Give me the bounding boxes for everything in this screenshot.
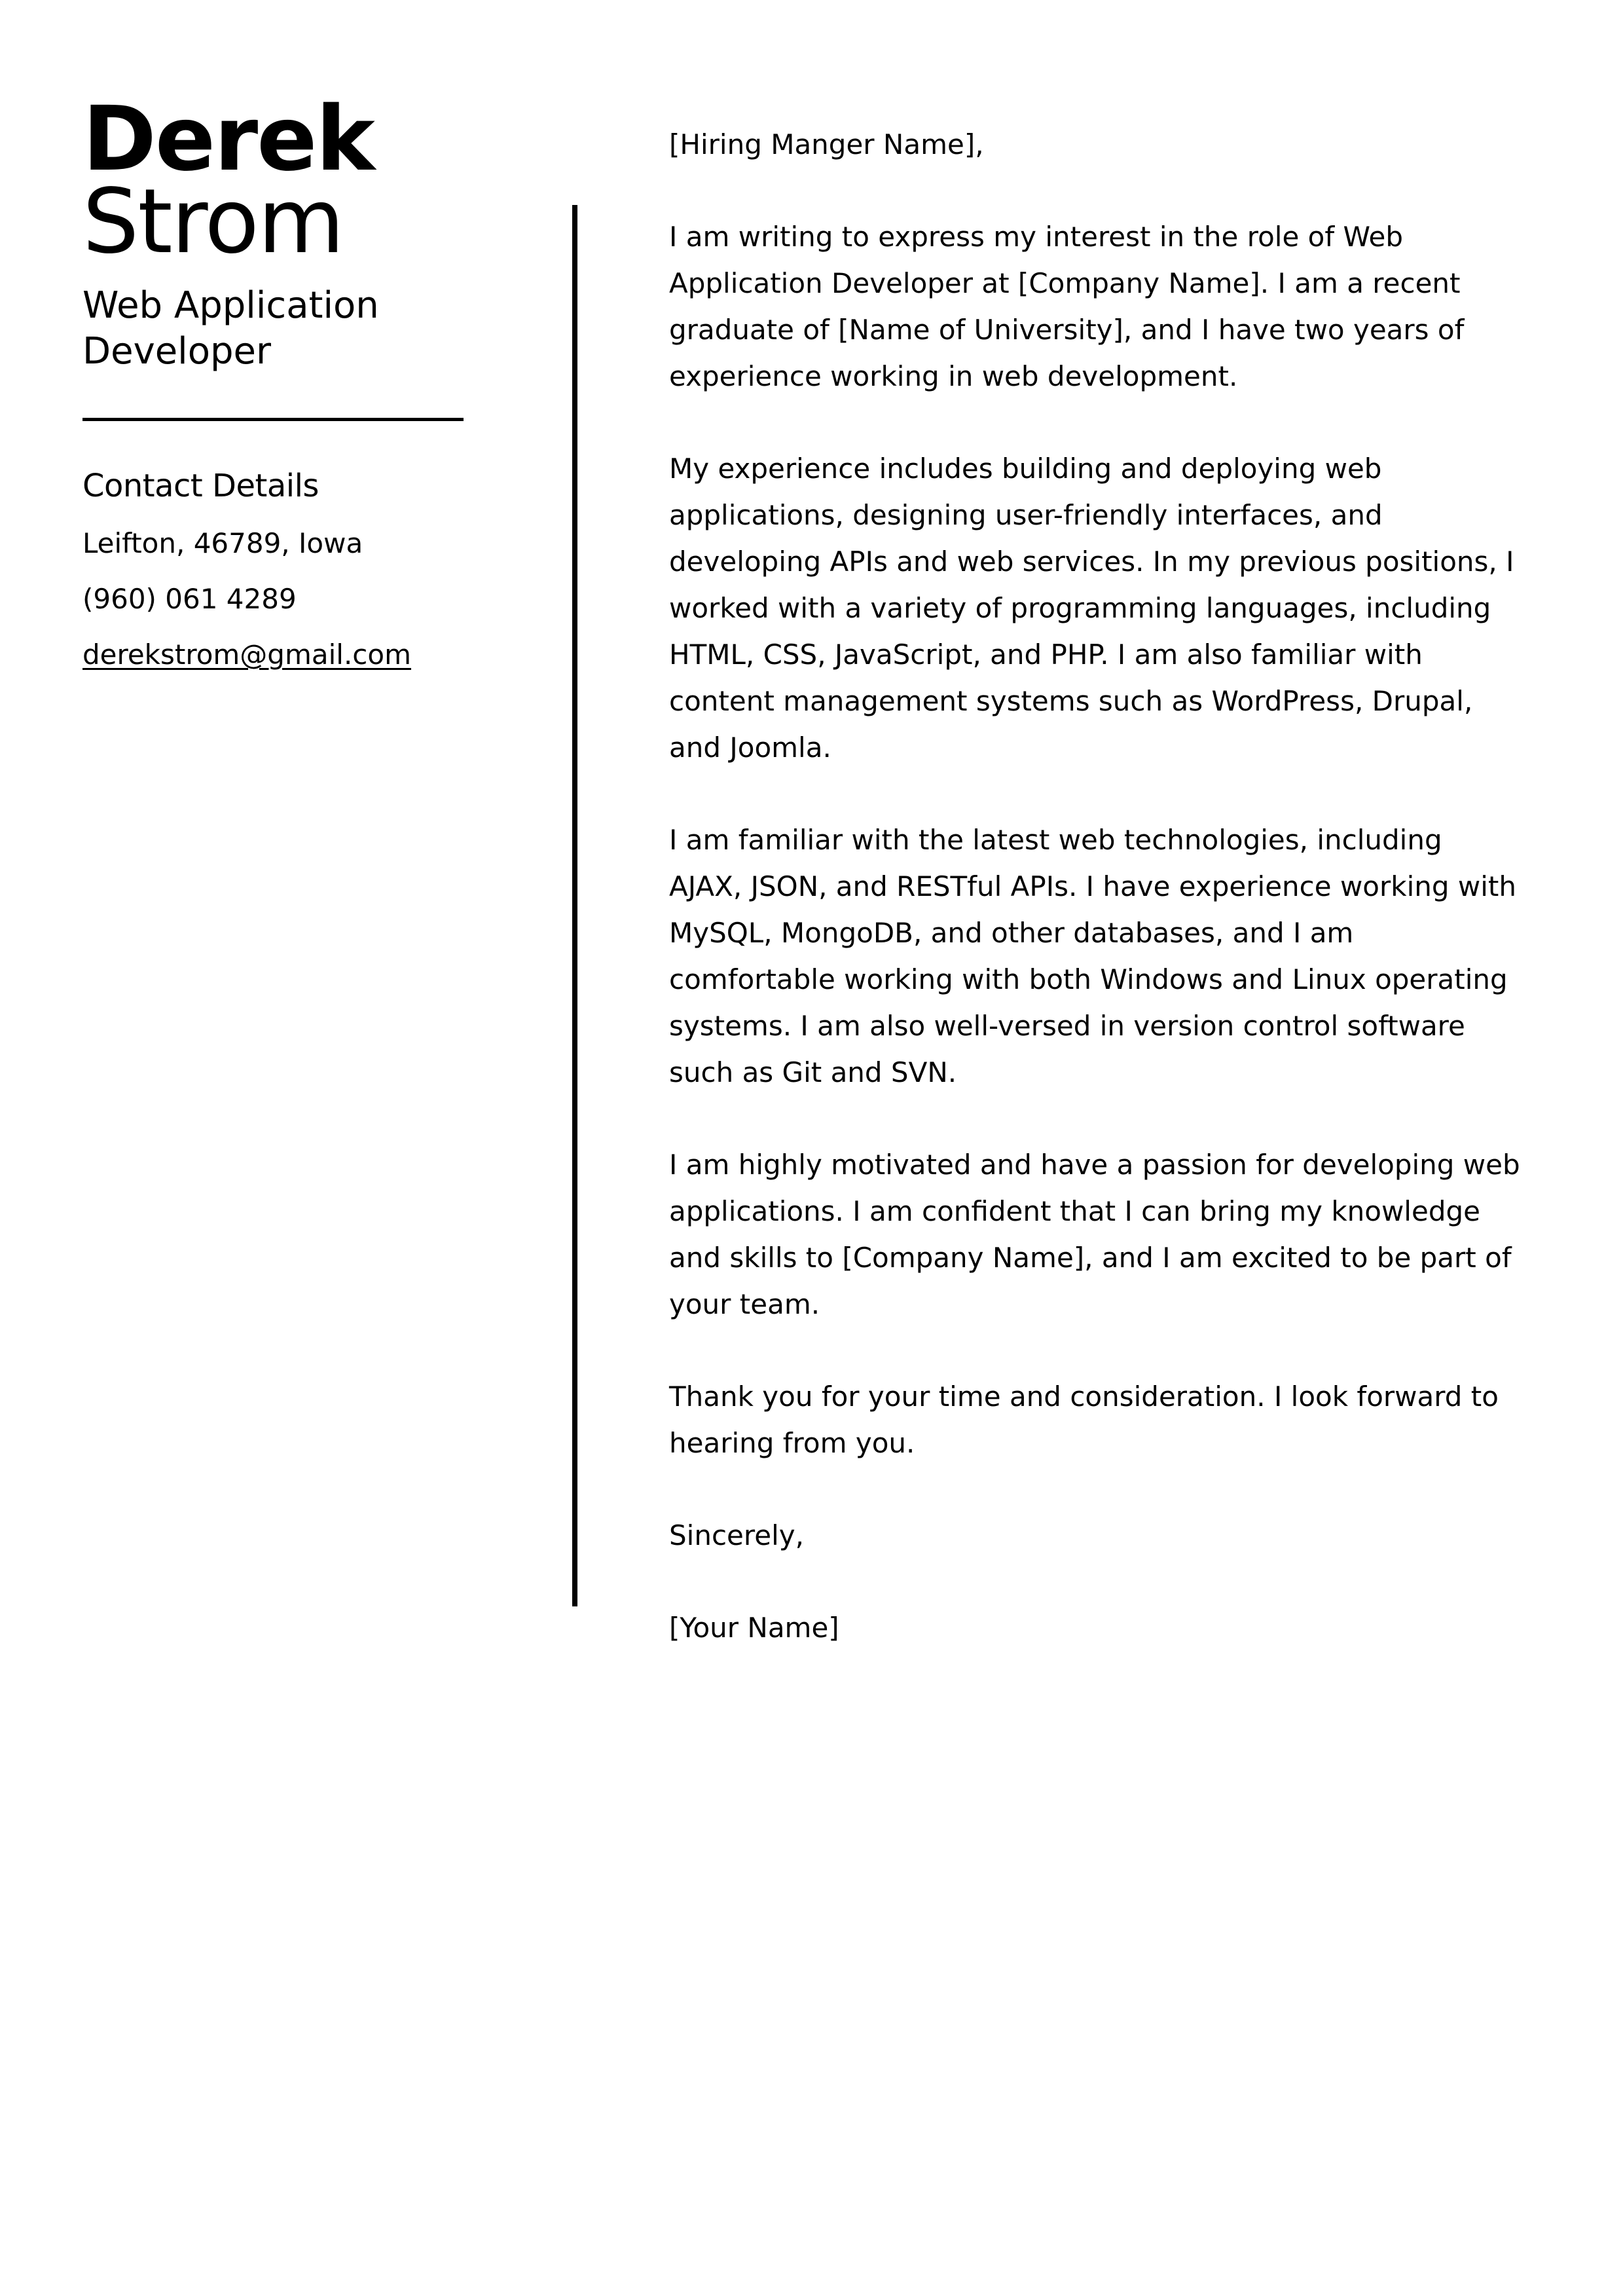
sidebar: [82, 88, 475, 675]
job-title: Web Application Developer: [82, 284, 379, 373]
letter-paragraph: I am familiar with the latest web technologies, including AJAX, JSON, and RESTful APIs. I have experience working with MySQL, MongoDB, and other databases, and I am comfortable working with both Windows and Linux operating systems. I am also well-versed in version control software such as Git and SVN.: [669, 824, 1516, 1088]
letter-signature: [Your Name]: [669, 1612, 839, 1644]
contact-phone: (960) 061 4289: [82, 583, 297, 615]
sidebar-divider: [82, 418, 464, 421]
vertical-divider: [572, 205, 577, 1606]
name-last: Strom: [82, 170, 344, 274]
letter-paragraph: I am writing to express my interest in the role of Web Application Developer at [Company Name]. I am a recent graduate of [Name of University], and I have two years of experience working in web development.: [669, 221, 1465, 392]
letter-body: [669, 121, 1520, 1651]
letter-paragraph: Thank you for your time and consideration. I look forward to hearing from you.: [669, 1380, 1499, 1459]
letter-salutation: [Hiring Manger Name],: [669, 128, 984, 160]
letter-closing: Sincerely,: [669, 1519, 804, 1551]
contact-heading: Contact Details: [82, 468, 319, 504]
contact-email-link[interactable]: derekstrom@gmail.com: [82, 639, 412, 671]
letter-paragraph: My experience includes building and deploying web applications, designing user-friendly interfaces, and developing APIs and web services. In my previous positions, I worked with a variety of programming languages, including HTML, CSS, JavaScript, and PHP. I am also familiar with content management systems such as WordPress, Drupal, and Joomla.: [669, 453, 1514, 764]
contact-address: Leifton, 46789, Iowa: [82, 527, 363, 559]
letter-paragraph: I am highly motivated and have a passion for developing web applications. I am confident that I can bring my knowledge and skills to [Company Name], and I am excited to be part of your team.: [669, 1149, 1520, 1320]
name-first: Derek: [82, 88, 374, 191]
